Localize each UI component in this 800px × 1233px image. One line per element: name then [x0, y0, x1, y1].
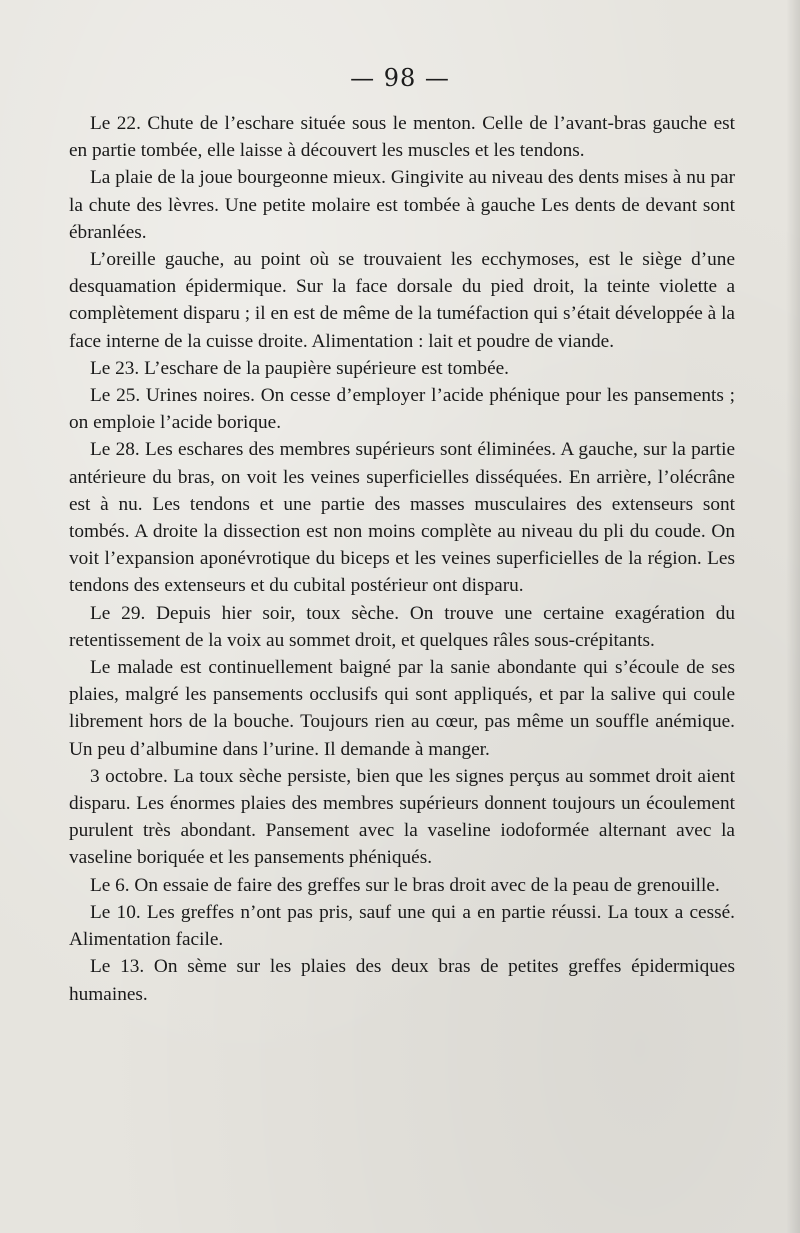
paragraph: La plaie de la joue bourgeonne mieux. Gingivite au niveau des dents mises à nu par la chute des lèvres. Une petite molaire est tombée à gauche Les dents de devant sont ébranlées. — [69, 167, 735, 243]
paragraph: Le 29. Depuis hier soir, toux sèche. On trouve une certaine exagération du retentissement de la voix au sommet droit, et quelques râles sous-crépitants. — [69, 602, 735, 651]
page-number: — 98 — — [350, 64, 450, 92]
paragraph: Le 25. Urines noires. On cesse d’employer l’acide phénique pour les pansements ; on emploie l’acide borique. — [69, 385, 735, 434]
paragraph: Le 23. L’eschare de la paupière supérieure est tombée. — [90, 357, 509, 379]
paragraph: Le 13. On sème sur les plaies des deux bras de petites greffes épidermiques humaines. — [69, 956, 735, 1005]
paragraph: Le 22. Chute de l’eschare située sous le menton. Celle de l’avant-bras gauche est en partie tombée, elle laisse à découvert les muscles et les tendons. — [69, 113, 735, 162]
paragraph: Le malade est continuellement baigné par la sanie abondante qui s’écoule de ses plaies, malgré les pansements occlusifs qui sont appliqués, et par la salive qui coule librement hors de la bouche. Toujours rien au cœur, pas même un souffle anémique. Un peu d’albumine dans l’urine. Il demande à manger. — [69, 657, 735, 760]
paragraph: 3 octobre. La toux sèche persiste, bien que les signes perçus au sommet droit aient disparu. Les énormes plaies des membres supérieurs donnent toujours un écoulement purulent très abondant. Pansement avec la vaseline iodoformée alternant avec la vaseline boriquée et les pansements phéniqués. — [69, 765, 735, 869]
body-text — [69, 110, 735, 1008]
paragraph: Le 6. On essaie de faire des greffes sur le bras droit avec de la peau de grenouille. — [90, 874, 720, 896]
page-edge-shadow — [786, 0, 800, 1233]
paragraph: Le 28. Les eschares des membres supérieurs sont éliminées. A gauche, sur la partie antérieure du bras, on voit les veines superficielles disséquées. En arrière, l’olécrâne est à nu. Les tendons et une partie des masses musculaires des extenseurs sont tombés. A droite la dissection est non moins complète au niveau du pli du coude. On voit l’expansion aponévrotique du biceps et les veines superficielles de la région. Les tendons des extenseurs et du cubital postérieur ont disparu. — [69, 439, 735, 597]
paragraph: Le 10. Les greffes n’ont pas pris, sauf une qui a en partie réussi. La toux a cessé. Alimentation facile. — [69, 901, 735, 951]
paragraph: L’oreille gauche, au point où se trouvaient les ecchymoses, est le siège d’une desquamation épidermique. Sur la face dorsale du pied droit, la teinte violette a complètement disparu ; il en est de même de la tuméfaction qui s’était développée à la face interne de la cuisse droite. Alimentation : lait et poudre de viande. — [69, 249, 735, 352]
